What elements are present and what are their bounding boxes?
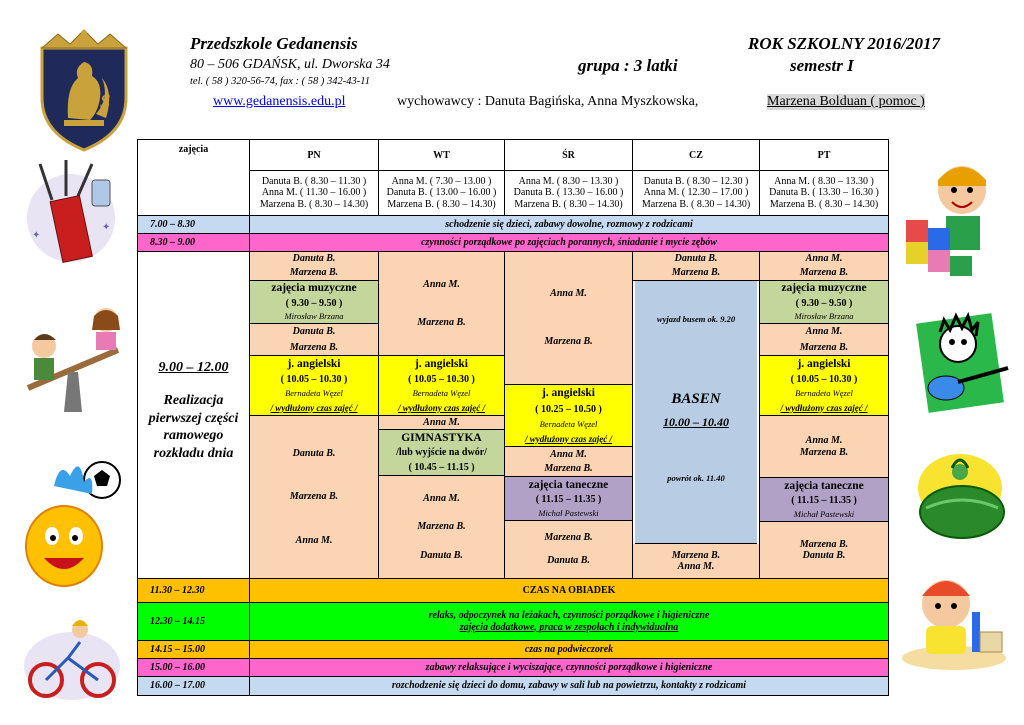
table-row bbox=[138, 216, 889, 234]
teacher-block: Danuta B. Marzena B. bbox=[250, 324, 378, 356]
teacher-block: Marzena B. Danuta B. bbox=[505, 521, 632, 578]
child-bicycle-icon bbox=[22, 612, 122, 702]
activity-cell: czynności porządkowe po zajęciach porannych, śniadanie i mycie zębów bbox=[250, 234, 889, 252]
teacher-block: Danuta B. Marzena B. bbox=[633, 252, 759, 281]
seesaw-children-icon bbox=[20, 300, 125, 420]
main-block-time bbox=[138, 252, 250, 579]
hours-cz: Danuta B. ( 8.30 – 12.30 ) Anna M. ( 12.30 – 17.00 ) Marzena B. ( 8.30 – 14.30) bbox=[633, 171, 760, 216]
day-column-pt bbox=[760, 252, 889, 579]
activity-cell: relaks, odpoczynek na leżakach, czynności porządkowe i higieniczne zajęcia dodatkowe, praca w zespołach i indywidualna bbox=[250, 603, 889, 641]
school-year: ROK SZKOLNY 2016/2017 bbox=[748, 34, 941, 53]
school-crest-logo bbox=[28, 28, 140, 152]
teacher-block: Anna M. Marzena B. bbox=[760, 324, 888, 356]
time-cell: 14.15 – 15.00 bbox=[138, 641, 250, 659]
english-class-block: j. angielski ( 10.25 – 10.50 ) Bernadeta Węzel / wydłużony czas zajęć / bbox=[505, 385, 632, 447]
teacher-block: Anna M. Marzena B. bbox=[505, 447, 632, 477]
school-address: 80 – 506 GDAŃSK, ul. Dworska 34 bbox=[190, 57, 390, 72]
teacher-block: Danuta B. Marzena B. bbox=[250, 252, 378, 281]
day-header-pn: PN bbox=[250, 140, 379, 171]
teacher-block: Marzena B. Danuta B. bbox=[760, 522, 888, 578]
table-row bbox=[138, 579, 889, 603]
time-cell: 16.00 – 17.00 bbox=[138, 677, 250, 696]
english-class-block: j. angielski ( 10.05 – 10.30 ) Bernadeta Węzel / wydłużony czas zajęć / bbox=[379, 356, 504, 416]
svg-text:✦: ✦ bbox=[32, 230, 41, 241]
smiling-sun-ball-icon bbox=[20, 450, 128, 590]
time-cell: 12.30 – 14.15 bbox=[138, 603, 250, 641]
day-column-pn bbox=[250, 252, 379, 579]
day-column-sr bbox=[505, 252, 633, 579]
hours-wt: Anna M. ( 7.30 – 13.00 ) Danuta B. ( 13.00 – 16.00 ) Marzena B. ( 8.30 – 14.30) bbox=[379, 171, 505, 216]
school-phone: tel. ( 58 ) 320-56-74, fax : ( 58 ) 342-43-11 bbox=[190, 76, 371, 87]
teacher-block: Anna M. Marzena B. Danuta B. bbox=[379, 476, 504, 578]
table-row bbox=[138, 659, 889, 677]
hours-pn: Danuta B. ( 8.30 – 11.30 ) Anna M. ( 11.30 – 16.00 ) Marzena B. ( 8.30 – 14.30) bbox=[250, 171, 379, 216]
day-header-sr: ŚR bbox=[505, 140, 633, 171]
music-class-block: zajęcia muzyczne ( 9.30 – 9.50 ) Mirosław Brzana bbox=[250, 281, 378, 324]
teacher-block: Danuta B. Marzena B. Anna M. bbox=[250, 416, 378, 578]
paint-brushes-icon bbox=[22, 158, 120, 268]
schedule-table bbox=[137, 139, 889, 696]
day-header-pt: PT bbox=[760, 140, 889, 171]
day-column-cz bbox=[633, 252, 760, 579]
column-header-zajecia: zajęcia bbox=[138, 140, 250, 216]
teacher-block: Anna M. Marzena B. bbox=[505, 252, 632, 385]
group-label: grupa : 3 latki bbox=[578, 56, 678, 75]
hours-pt: Anna M. ( 8.30 – 13.30 ) Danuta B. ( 13.30 – 16.30 ) Marzena B. ( 8.30 – 14.30) bbox=[760, 171, 889, 216]
semester-label: semestr I bbox=[790, 56, 854, 75]
teacher-block: Anna M. Marzena B. bbox=[760, 416, 888, 478]
activity-cell: CZAS NA OBIADEK bbox=[250, 579, 889, 603]
main-description: Realizacja pierwszej części ramowego rozkładu dnia bbox=[148, 393, 239, 461]
table-row bbox=[138, 603, 889, 641]
cucumber-vegetable-icon bbox=[912, 448, 1008, 546]
table-row bbox=[138, 641, 889, 659]
time-cell: 15.00 – 16.00 bbox=[138, 659, 250, 677]
gymnastics-block: GIMNASTYKA /lub wyjście na dwór/ ( 10.45 – 11.15 ) bbox=[379, 430, 504, 476]
activity-cell: rozchodzenie się dzieci do domu, zabawy w sali lub na powietrzu, kontakty z rodzicami bbox=[250, 677, 889, 696]
time-cell: 7.00 – 8.30 bbox=[138, 216, 250, 234]
website-link[interactable]: www.gedanensis.edu.pl bbox=[213, 94, 346, 109]
activity-cell: czas na podwieczorek bbox=[250, 641, 889, 659]
boy-blocks-icon bbox=[902, 160, 1000, 280]
teacher-block: Anna M. Marzena B. bbox=[379, 252, 504, 356]
day-header-wt: WT bbox=[379, 140, 505, 171]
teacher-block: Anna M. Marzena B. bbox=[760, 252, 888, 281]
guitar-player-icon bbox=[908, 308, 1012, 416]
svg-text:✦: ✦ bbox=[102, 222, 111, 233]
teacher-block: Anna M. bbox=[379, 416, 504, 430]
activity-cell: zabawy relaksujące i wyciszające, czynności porządkowe i higieniczne bbox=[250, 659, 889, 677]
dance-class-block: zajęcia taneczne ( 11.15 – 11.35 ) Michał Pastewski bbox=[760, 478, 888, 522]
pool-trip-block: wyjazd busem ok. 9.20 BASEN 10.00 – 10.40 powrót ok. 11.40 bbox=[635, 281, 757, 544]
dance-class-block: zajęcia taneczne ( 11.15 – 11.35 ) Michał Pastewski bbox=[505, 477, 632, 521]
main-time-label: 9.00 – 12.00 bbox=[158, 360, 229, 375]
english-class-block: j. angielski ( 10.05 – 10.30 ) Bernadeta Węzel / wydłużony czas zajęć / bbox=[250, 356, 378, 416]
activity-cell: schodzenie się dzieci, zabawy dowolne, rozmowy z rodzicami bbox=[250, 216, 889, 234]
table-row bbox=[138, 677, 889, 696]
teachers-label: wychowawcy : Danuta Bagińska, Anna Myszkowska, bbox=[397, 94, 699, 109]
helper-label: Marzena Bolduan ( pomoc ) bbox=[767, 94, 925, 109]
time-cell: 11.30 – 12.30 bbox=[138, 579, 250, 603]
teacher-block: Marzena B. Anna M. bbox=[633, 544, 759, 578]
school-name: Przedszkole Gedanensis bbox=[190, 34, 358, 53]
hours-sr: Anna M. ( 8.30 – 13.30 ) Danuta B. ( 13.30 – 16.00 ) Marzena B. ( 8.30 – 14.30) bbox=[505, 171, 633, 216]
child-beach-icon bbox=[900, 562, 1008, 672]
svg-text:S: S bbox=[100, 91, 110, 113]
table-row bbox=[138, 234, 889, 252]
english-class-block: j. angielski ( 10.05 – 10.30 ) Bernadeta Węzel / wydłużony czas zajęć / bbox=[760, 356, 888, 416]
time-cell: 8.30 – 9.00 bbox=[138, 234, 250, 252]
music-class-block: zajęcia muzyczne ( 9.30 – 9.50 ) Mirosław Brzana bbox=[760, 281, 888, 324]
day-header-cz: CZ bbox=[633, 140, 760, 171]
day-column-wt bbox=[379, 252, 505, 579]
